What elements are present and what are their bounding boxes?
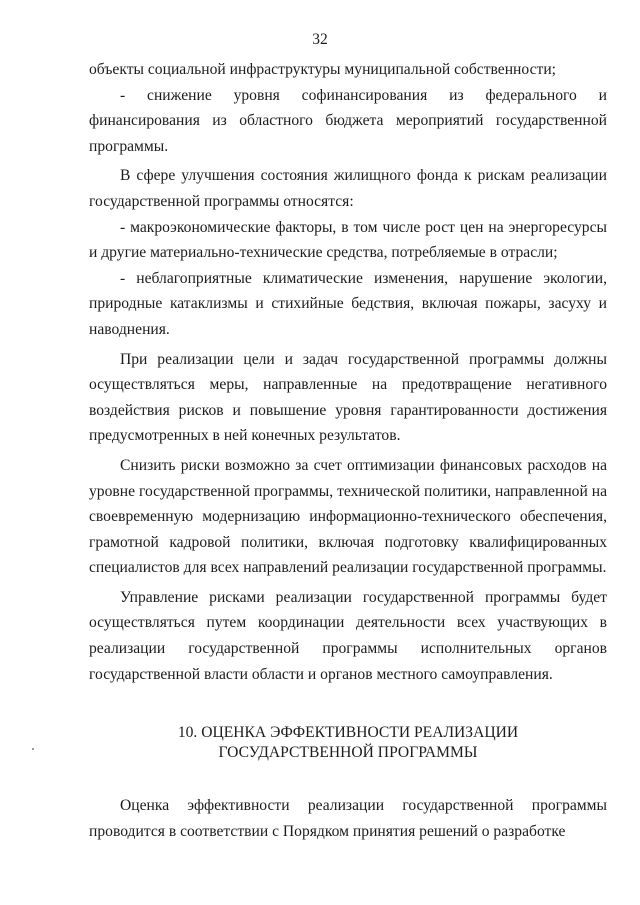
section-heading-line-1: 10. ОЦЕНКА ЭФФЕКТИВНОСТИ РЕАЛИЗАЦИИ (177, 724, 519, 742)
paragraph-1: объекты социальной инфраструктуры муниципальной собственности; (89, 61, 557, 78)
paragraph-5: - неблагоприятные климатические изменения, нарушение экологии, природные катаклизмы и стихийные бедствия, включая пожары, засуху и наводнения. (89, 269, 607, 338)
paragraph-8: Управление рисками реализации государственной программы будет осуществляться путем координации деятельности всех участвующих в реализации государственной программы исполнительных органов государственной власти области и органов местного самоуправления. (89, 588, 607, 683)
section-heading (89, 723, 607, 763)
section-heading-line-2: ГОСУДАРСТВЕННОЙ ПРОГРАММЫ (218, 744, 478, 762)
paragraph-9: Оценка эффективности реализации государственной программы проводится в соответствии с Порядком принятия решений о разработке (89, 797, 607, 840)
paragraph-6: При реализации цели и задач государственной программы должны осуществляться меры, направленные на предотвращение негативного воздействия рисков и повышение уровня гарантированности достижения предусмотренных в ней конечных результатов. (89, 350, 607, 445)
page-content (89, 57, 607, 844)
paragraph-2: - снижение уровня софинансирования из федерального и финансирования из областного бюджета мероприятий государственной программы. (89, 86, 607, 155)
paragraph-3: В сфере улучшения состояния жилищного фонда к рискам реализации государственной программы относятся: (89, 167, 607, 210)
page-number: 32 (312, 31, 328, 48)
paragraph-7: Снизить риски возможно за счет оптимизации финансовых расходов на уровне государственной программы, технической политики, направленной на своевременную модернизацию информационно-технического обеспечения, грамотной кадровой политики, включая подготовку квалифицированных специалистов для всех направлений реализации государственной программы. (89, 456, 607, 577)
scan-artifact (32, 748, 34, 750)
paragraph-4: - макроэкономические факторы, в том числе рост цен на энергоресурсы и другие материально-технические средства, потребляемые в отрасли; (89, 218, 607, 262)
